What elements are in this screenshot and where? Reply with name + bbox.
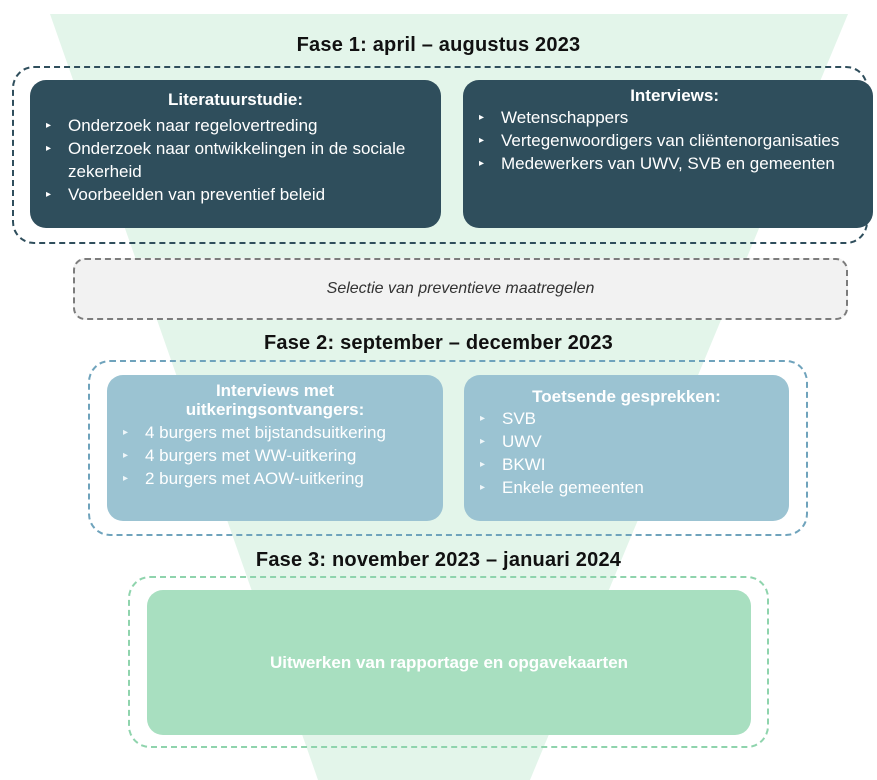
list-item: ▸ UWV [480,432,542,451]
list-item: ▸ SVB [480,409,537,428]
literature-study-heading: Literatuurstudie: [167,90,304,109]
recipients-heading: Interviews met uitkeringsontvangers: [185,381,365,419]
phase-2-title: Fase 2: september – december 2023 [263,332,613,354]
phase-3-title: Fase 3: november 2023 – januari 2024 [255,549,622,571]
list-item: ▸ Onderzoek naar ontwikkelingen in de sociale zekerheid [46,139,406,181]
list-item: ▸ 2 burgers met AOW-uitkering [123,469,364,488]
bullet-icon: ▸ [480,436,486,447]
bullet-icon: ▸ [46,120,52,131]
list-item: ▸ Enkele gemeenten [480,478,644,497]
bullet-icon: ▸ [123,427,129,438]
interviews-list [477,106,859,175]
recipients-box [107,375,443,521]
bullet-icon: ▸ [123,450,129,461]
bullet-icon: ▸ [479,112,485,123]
testing-conversations-heading: Toetsende gesprekken: [532,387,721,406]
list-item: ▸ Onderzoek naar regelovertreding [46,116,318,135]
report-task-box [147,590,751,735]
list-item: ▸ Wetenschappers [479,108,629,127]
bullet-icon: ▸ [46,189,52,200]
list-item: ▸ 4 burgers met WW-uitkering [123,446,357,465]
list-item: ▸ Voorbeelden van preventief beleid [46,185,326,204]
list-item: ▸ 4 burgers met bijstandsuitkering [123,423,386,442]
bullet-icon: ▸ [123,473,129,484]
interviews-box [463,80,873,228]
selection-label: Selectie van preventieve maatregelen [326,280,595,297]
list-item: ▸ Vertegenwoordigers van cliëntenorganisaties [479,131,840,150]
bullet-icon: ▸ [480,482,486,493]
bullet-icon: ▸ [479,158,485,169]
bullet-icon: ▸ [46,143,52,154]
phase-1-title: Fase 1: april – augustus 2023 [296,34,581,56]
literature-study-list [44,114,427,206]
bullet-icon: ▸ [480,459,486,470]
literature-study-box [30,80,441,228]
testing-conversations-box [464,375,789,521]
bullet-icon: ▸ [479,135,485,146]
report-task-label: Uitwerken van rapportage en opgavekaarten [269,652,629,672]
interviews-heading: Interviews: [630,86,719,105]
list-item: ▸ Medewerkers van UWV, SVB en gemeenten [479,154,835,173]
testing-conversations-list [478,407,775,499]
recipients-list [121,421,429,490]
bullet-icon: ▸ [480,413,486,424]
selection-box [73,258,848,320]
list-item: ▸ BKWI [480,455,546,474]
